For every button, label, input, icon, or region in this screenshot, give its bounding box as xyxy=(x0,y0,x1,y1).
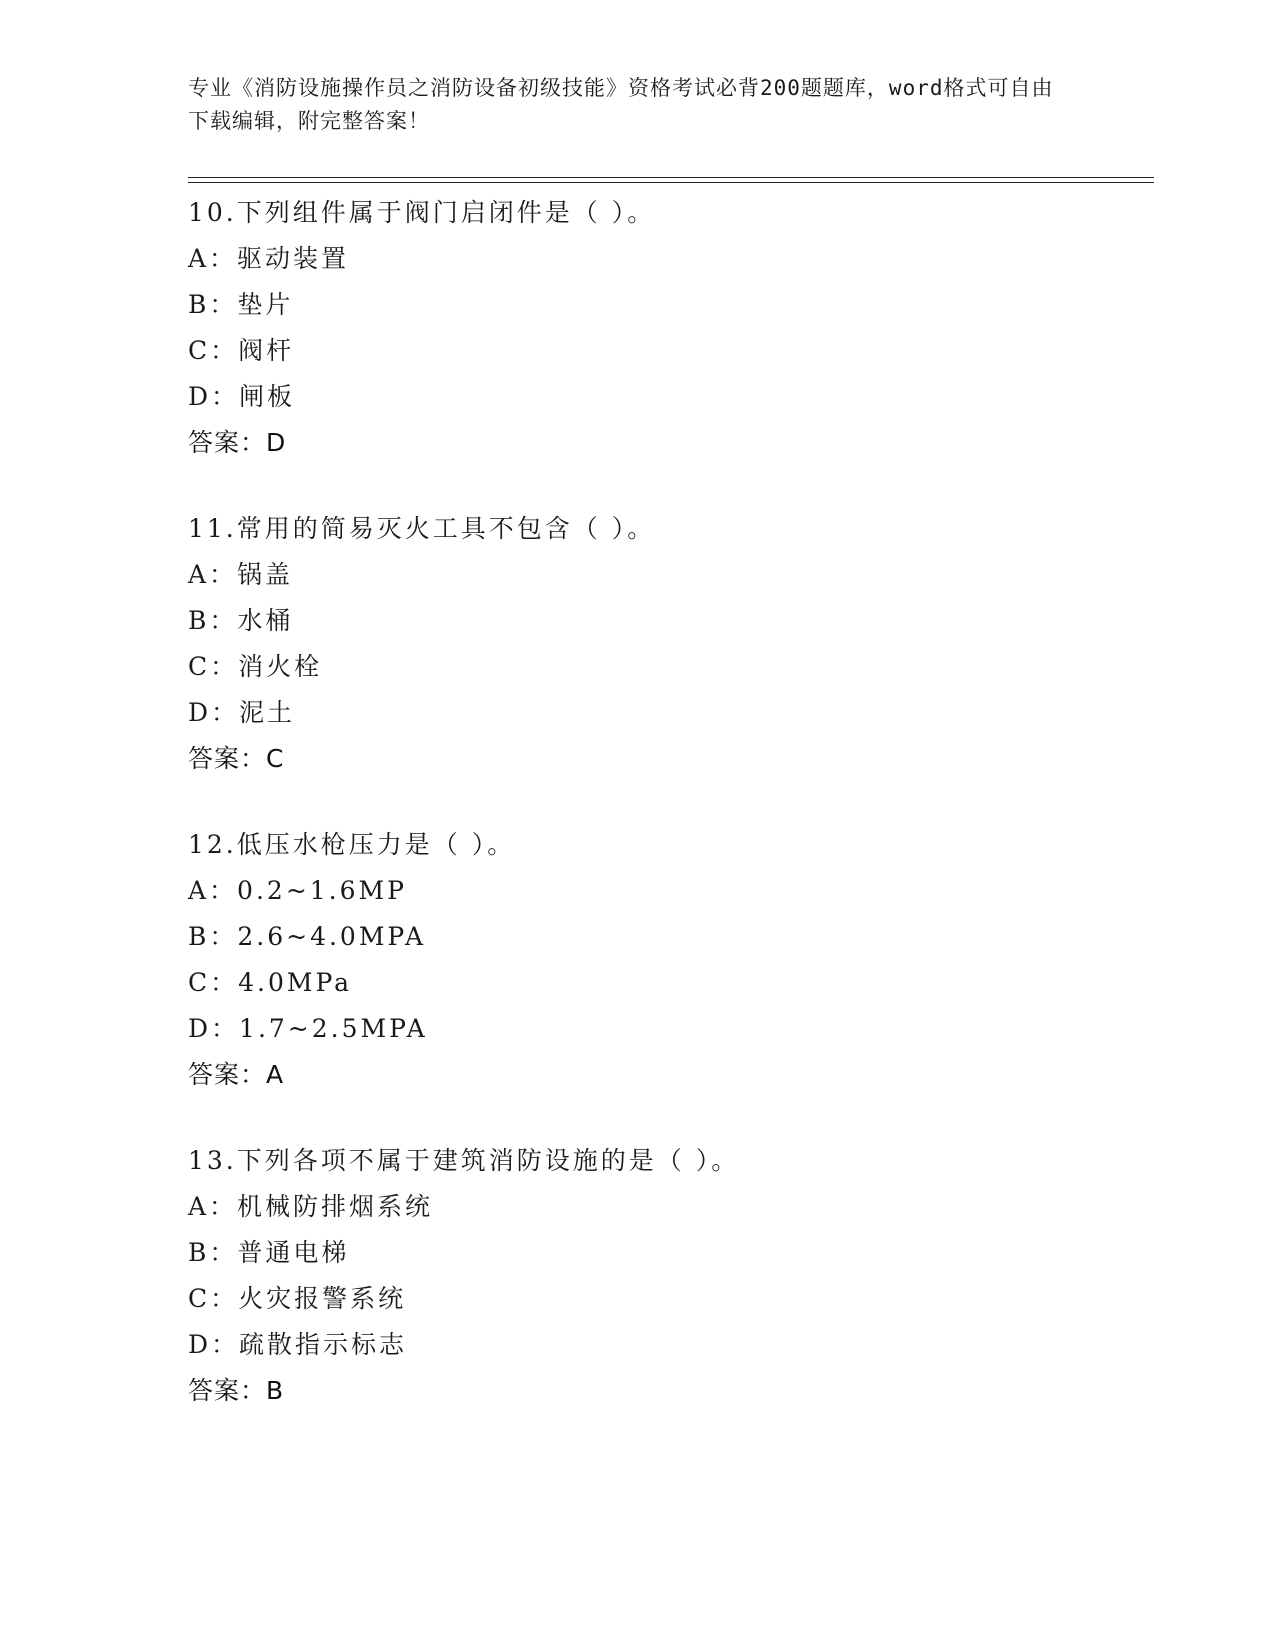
option-c: C：阀杆 xyxy=(188,336,295,365)
question-stem: 11.常用的简易灭火工具不包含（ ）。 xyxy=(188,514,656,543)
option-c: C：火灾报警系统 xyxy=(188,1284,407,1313)
option-d: D：闸板 xyxy=(188,382,296,411)
option-b: B：2.6~4.0MPA xyxy=(188,922,427,951)
option-a: A：机械防排烟系统 xyxy=(188,1192,434,1221)
option-b: B：普通电梯 xyxy=(188,1238,350,1267)
option-d: D：1.7~2.5MPA xyxy=(188,1014,428,1043)
option-b: B：水桶 xyxy=(188,606,294,635)
option-a: A：0.2~1.6MP xyxy=(188,876,407,905)
question-stem: 12.低压水枪压力是（ ）。 xyxy=(188,830,516,859)
answer-line: 答案：D xyxy=(188,428,287,457)
question-10 xyxy=(188,190,1148,466)
answer-line: 答案：C xyxy=(188,744,285,773)
question-list xyxy=(188,190,1148,1454)
header-divider-bottom xyxy=(188,182,1154,183)
answer-line: 答案：A xyxy=(188,1060,285,1089)
question-13 xyxy=(188,1138,1148,1414)
header-divider-top xyxy=(188,177,1154,178)
question-12 xyxy=(188,822,1148,1098)
question-stem: 13.下列各项不属于建筑消防设施的是（ ）。 xyxy=(188,1146,740,1175)
option-c: C：消火栓 xyxy=(188,652,323,681)
question-stem: 10.下列组件属于阀门启闭件是（ ）。 xyxy=(188,198,656,227)
question-11 xyxy=(188,506,1148,782)
option-d: D：泥土 xyxy=(188,698,296,727)
option-d: D：疏散指示标志 xyxy=(188,1330,408,1359)
option-b: B：垫片 xyxy=(188,290,294,319)
answer-line: 答案：B xyxy=(188,1376,285,1405)
option-a: A：驱动装置 xyxy=(188,244,350,273)
option-a: A：锅盖 xyxy=(188,560,294,589)
document-intro: 专业《消防设施操作员之消防设备初级技能》资格考试必背200题题库，word格式可自由下载编辑，附完整答案！ xyxy=(188,76,1054,133)
option-c: C：4.0MPa xyxy=(188,968,353,997)
